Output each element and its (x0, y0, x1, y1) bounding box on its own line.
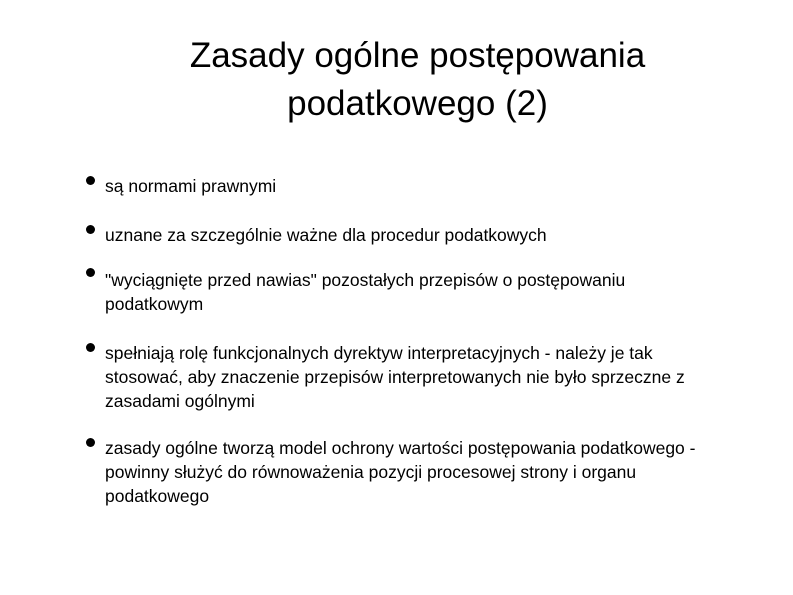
bullet-dot-icon (86, 438, 95, 447)
bullet-dot-icon (86, 268, 95, 277)
bullet-text: uznane za szczególnie ważne dla procedur podatkowych (105, 225, 547, 245)
bullet-text: zasady ogólne tworzą model ochrony wartości postępowania podatkowego - powinny służyć do równoważenia pozycji procesowej strony i organu podatkowego (105, 438, 696, 506)
bullet-dot-icon (86, 176, 95, 185)
bullet-dot-icon (86, 343, 95, 352)
bullet-text: są normami prawnymi (105, 176, 277, 196)
slide-title: Zasady ogólne postępowania podatkowego (2) (189, 36, 646, 123)
bullet-text: spełniają rolę funkcjonalnych dyrektyw interpretacyjnych - należy je tak stosować, aby znaczenie przepisów interpretowanych nie było sprzeczne z zasadami ogólnymi (105, 343, 685, 411)
bullet-text: "wyciągnięte przed nawias" pozostałych przepisów o postępowaniu podatkowym (105, 270, 626, 314)
bullet-dot-icon (86, 225, 95, 234)
